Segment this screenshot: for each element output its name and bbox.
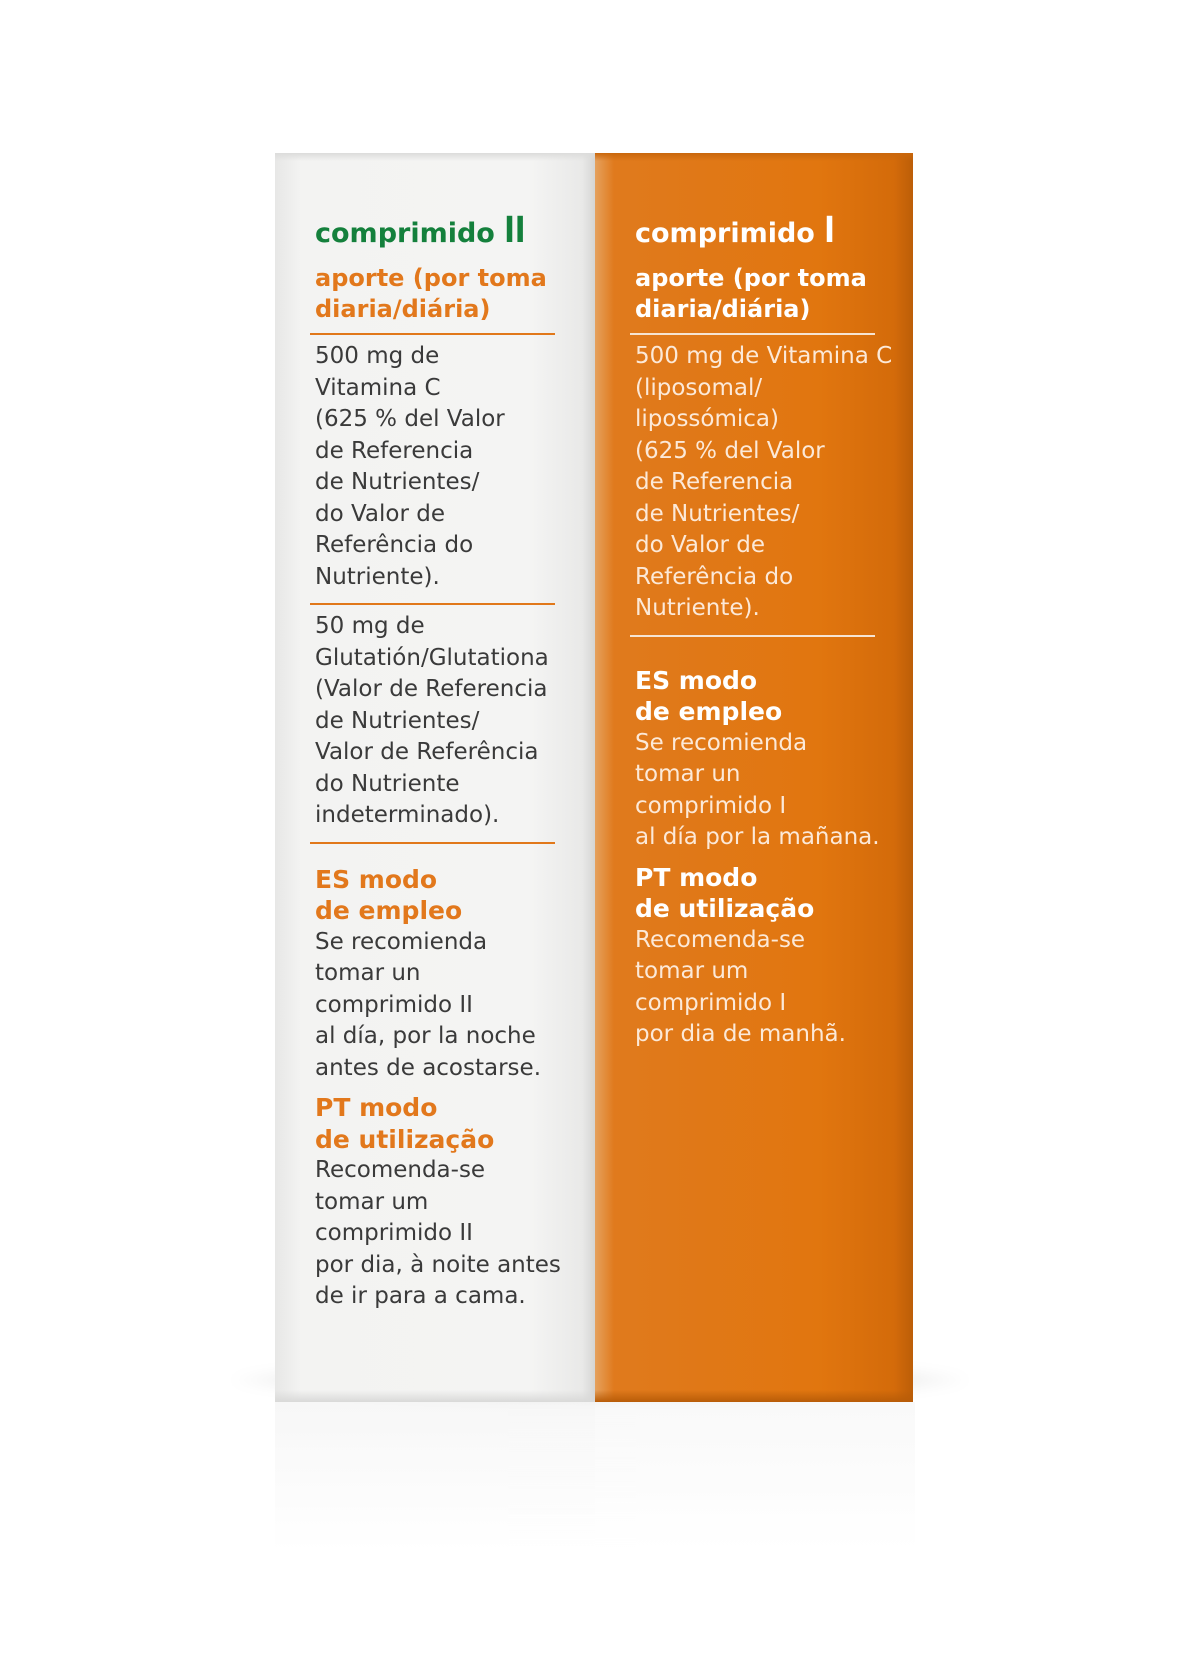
es-usage-title: ES modo de empleo [315,864,463,925]
box-reflection [275,1402,915,1552]
intake-subheading: aporte (por toma diaria/diária) [635,264,867,323]
heading-numeral: I [824,209,835,251]
pt-usage-title: PT modo de utilização [315,1093,495,1154]
panel-comprimido-i [595,153,913,1402]
panel-heading [635,209,913,251]
panel-heading [315,209,595,251]
heading-text: comprimido [315,218,495,249]
divider [630,333,875,335]
panel-comprimido-ii [275,153,595,1402]
heading-text: comprimido [635,218,815,249]
divider [310,603,555,605]
es-usage-title: ES modo de empleo [635,665,783,726]
pt-usage-title: PT modo de utilização [635,862,815,923]
panel-top-edge [275,153,595,161]
nutrient-glutathione: 50 mg de Glutatión/Glutationa (Valor de Referencia de Nutrientes/ Valor de Referência do Nutriente indeterminado). [315,613,549,828]
es-usage-text: Se recomienda tomar un comprimido II al día, por la noche antes de acostarse. [315,928,542,1081]
pt-usage-text: Recomenda-se tomar um comprimido I por dia de manhã. [635,926,846,1047]
reflection-right [595,1402,915,1552]
reflection-left [275,1402,595,1552]
divider [310,842,555,844]
pt-usage-text: Recomenda-se tomar um comprimido II por dia, à noite antes de ir para a cama. [315,1157,561,1309]
divider [310,333,555,335]
nutrient-vitamin-c: 500 mg de Vitamina C (liposomal/ lipossómica) (625 % del Valor de Referencia de Nutrientes/ do Valor de Referência do Nutriente). [635,343,893,621]
intake-subheading: aporte (por toma diaria/diária) [315,264,547,323]
product-box-side [275,153,913,1402]
es-usage-text: Se recomienda tomar un comprimido I al día por la mañana. [635,729,880,850]
nutrient-vitamin-c: 500 mg de Vitamina C (625 % del Valor de Referencia de Nutrientes/ do Valor de Referência do Nutriente). [315,343,505,590]
panel-top-edge [595,153,913,161]
heading-numeral: II [504,209,526,251]
divider [630,635,875,637]
panel-bottom-edge [275,1390,595,1402]
panel-bottom-edge [595,1390,913,1402]
